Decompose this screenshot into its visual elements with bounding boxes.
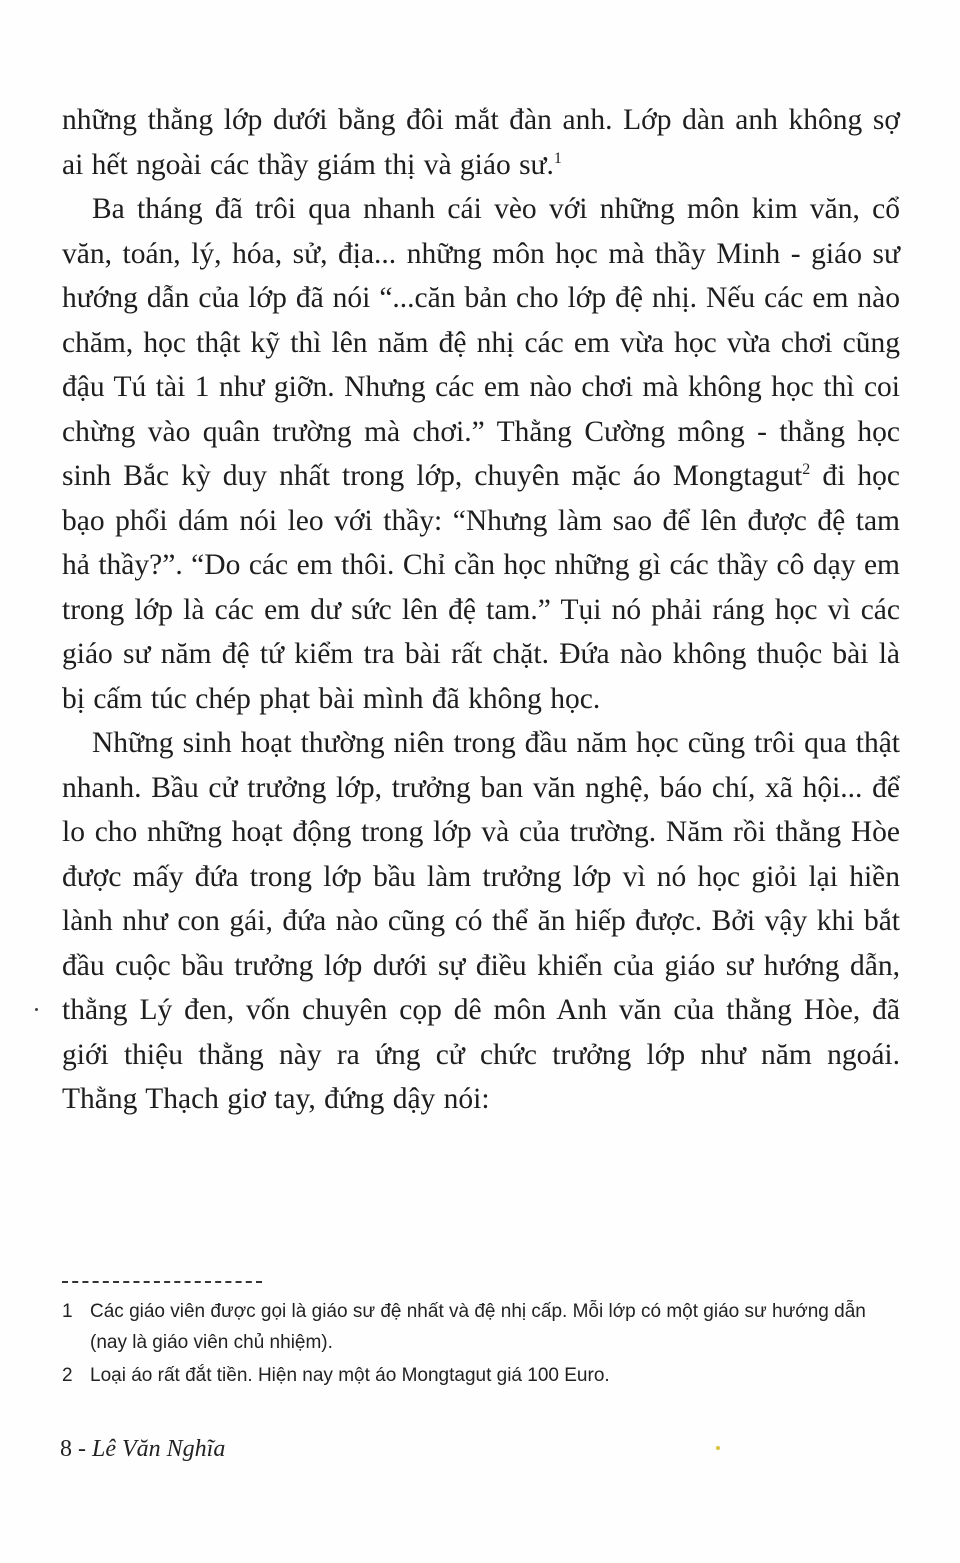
paragraph-2-text-before: Ba tháng đã trôi qua nhanh cái vèo với những môn kim văn, cổ văn, toán, lý, hóa, sử, địa... những môn học mà thầy Minh - giáo sư hướng dẫn của lớp đã nói “...căn bản cho lớp đệ nhị. Nếu các em nào chăm, học thật kỹ thì lên năm đệ nhị các em vừa học vừa chơi cũng đậu Tú tài 1 như giỡn. Nhưng các em nào chơi mà không học thì coi chừng vào quân trường mà chơi.” Thằng Cường mông - thằng học sinh Bắc kỳ duy nhất trong lớp, chuyên mặc áo Mongtagut — [62, 193, 900, 492]
footnote-ref-2: 2 — [802, 461, 811, 478]
paragraph-3 — [62, 721, 900, 1122]
author-name: Lê Văn Nghĩa — [92, 1436, 226, 1462]
scan-speck — [716, 1446, 720, 1450]
footnote-ref-1: 1 — [553, 149, 562, 167]
footnote-2-text: Loại áo rất đắt tiền. Hiện nay một áo Mongtagut giá 100 Euro. — [90, 1365, 610, 1386]
footnotes — [62, 1296, 907, 1393]
scan-speck — [35, 1008, 38, 1011]
paragraph-2-text-after: đi học bạo phổi dám nói leo với thầy: “Nhưng làm sao để lên được đệ tam hả thầy?”. “Do các em thôi. Chỉ cần học những gì các thầy cô dạy em trong lớp là các em dư sức lên đệ tam.” Tụi nó phải ráng học vì các giáo sư năm đệ tứ kiểm tra bài rất chặt. Đứa nào không thuộc bài là bị cấm túc chép phạt bài mình đã không học. — [62, 460, 900, 715]
footnote-2 — [62, 1360, 907, 1391]
footnote-1 — [62, 1296, 907, 1358]
paragraph-1-text: những thằng lớp dưới bằng đôi mắt đàn anh. Lớp dàn anh không sợ ai hết ngoài các thầy giám thị và giáo sư. — [62, 104, 900, 181]
page-number: 8 — [60, 1436, 72, 1462]
footnote-divider — [62, 1281, 262, 1283]
footnote-1-number: 1 — [62, 1301, 73, 1322]
footnote-2-number: 2 — [62, 1365, 73, 1386]
paragraph-3-text: Những sinh hoạt thường niên trong đầu năm học cũng trôi qua thật nhanh. Bầu cử trưởng lớp, trưởng ban văn nghệ, báo chí, xã hội... để lo cho những hoạt động trong lớp và của trường. Năm rồi thằng Hòe được mấy đứa trong lớp bầu làm trưởng lớp vì nó học giỏi lại hiền lành như con gái, đứa nào cũng có thể ăn hiếp được. Bởi vậy khi bắt đầu cuộc bầu trưởng lớp dưới sự điều khiển của giáo sư hướng dẫn, thằng Lý đen, vốn chuyên cọp dê môn Anh văn của thằng Hòe, đã giới thiệu thằng này ra ứng cử chức trưởng lớp như năm ngoái. Thằng Thạch giơ tay, đứng dậy nói: — [62, 727, 900, 1115]
page-footer — [60, 1436, 225, 1463]
footer-separator: - — [72, 1436, 92, 1462]
footnote-1-text: Các giáo viên được gọi là giáo sư đệ nhất và đệ nhị cấp. Mỗi lớp có một giáo sư hướng dẫn (nay là giáo viên chủ nhiệm). — [90, 1301, 866, 1353]
paragraph-1 — [62, 98, 900, 187]
paragraph-2 — [62, 187, 900, 721]
body-text — [62, 98, 900, 1122]
